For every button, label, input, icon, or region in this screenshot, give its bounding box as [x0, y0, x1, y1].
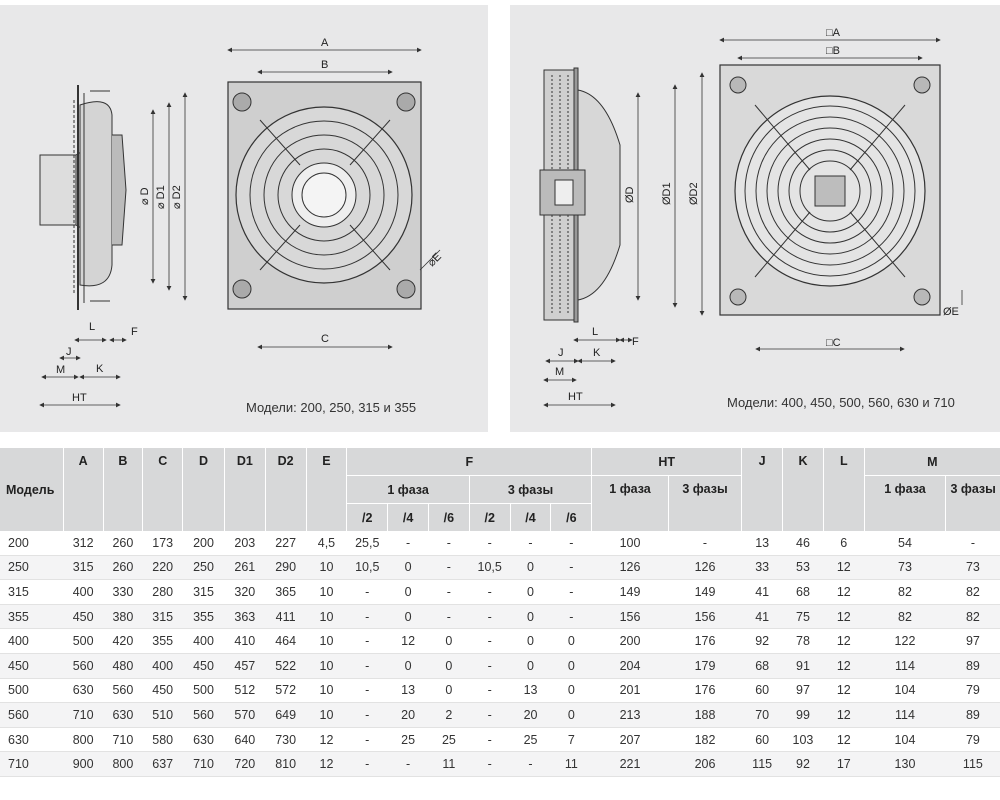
- col-header-F-1ph-2: /2: [347, 504, 388, 532]
- table-cell: 572: [265, 678, 306, 703]
- table-cell: 315: [143, 604, 183, 629]
- table-cell: 0: [428, 629, 469, 654]
- table-cell: 82: [946, 604, 1000, 629]
- table-cell: 41: [742, 580, 783, 605]
- table-cell: 179: [668, 653, 741, 678]
- table-cell: 54: [864, 531, 946, 555]
- table-cell: 10: [306, 703, 347, 728]
- table-cell: 221: [592, 752, 669, 777]
- table-cell: 10,5: [469, 555, 510, 580]
- table-cell: 637: [143, 752, 183, 777]
- front-view: [720, 65, 940, 315]
- table-cell: 126: [592, 555, 669, 580]
- table-cell: 411: [265, 604, 306, 629]
- side-view: [40, 85, 126, 310]
- dim-label-C: C: [321, 333, 329, 345]
- col-header-F-3ph-4: /4: [510, 504, 551, 532]
- table-cell: 420: [103, 629, 143, 654]
- table-cell: 0: [510, 555, 551, 580]
- table-cell: -: [551, 555, 592, 580]
- table-row: [0, 555, 1000, 580]
- table-cell: -: [469, 727, 510, 752]
- table-cell: 114: [864, 653, 946, 678]
- table-cell: 104: [864, 727, 946, 752]
- table-cell: 10: [306, 604, 347, 629]
- table-cell: 260: [103, 555, 143, 580]
- table-cell: -: [469, 703, 510, 728]
- table-row: [0, 653, 1000, 678]
- table-cell: -: [469, 752, 510, 777]
- table-cell: 156: [592, 604, 669, 629]
- table-cell: 560: [63, 653, 103, 678]
- table-cell: 70: [742, 703, 783, 728]
- table-cell: 11: [428, 752, 469, 777]
- cell-model: 630: [0, 727, 63, 752]
- table-cell: 12: [823, 653, 864, 678]
- col-header-F-1ph-6: /6: [428, 504, 469, 532]
- table-cell: -: [347, 604, 388, 629]
- table-cell: 149: [592, 580, 669, 605]
- table-cell: 260: [103, 531, 143, 555]
- dim-label-J: J: [66, 346, 72, 358]
- table-cell: -: [469, 531, 510, 555]
- dim-label-A: A: [321, 37, 329, 49]
- table-cell: 75: [783, 604, 824, 629]
- dim-label-M: M: [555, 366, 565, 378]
- dim-label-L: L: [592, 326, 599, 338]
- table-cell: 99: [783, 703, 824, 728]
- cell-model: 250: [0, 555, 63, 580]
- models-caption-right: Модели: 400, 450, 500, 560, 630 и 710: [727, 395, 955, 410]
- col-header-F-1ph-4: /4: [388, 504, 429, 532]
- table-cell: -: [347, 629, 388, 654]
- table-row: [0, 531, 1000, 555]
- table-cell: 13: [510, 678, 551, 703]
- table-cell: 115: [946, 752, 1000, 777]
- table-cell: 330: [103, 580, 143, 605]
- table-cell: 10: [306, 629, 347, 654]
- table-cell: 10: [306, 653, 347, 678]
- table-cell: 7: [551, 727, 592, 752]
- table-cell: 13: [388, 678, 429, 703]
- table-cell: 450: [143, 678, 183, 703]
- col-header-M: M: [864, 448, 1000, 476]
- table-cell: 0: [428, 653, 469, 678]
- dim-label-A: □A: [826, 27, 840, 39]
- table-cell: 400: [143, 653, 183, 678]
- col-header-D2: D2: [265, 448, 306, 531]
- table-cell: 92: [783, 752, 824, 777]
- col-header-HT-phase3: 3 фазы: [668, 476, 741, 532]
- table-cell: 73: [864, 555, 946, 580]
- fan-dimensions-table: [0, 448, 1000, 777]
- table-cell: 68: [742, 653, 783, 678]
- table-cell: -: [347, 727, 388, 752]
- col-header-M-phase1: 1 фаза: [864, 476, 946, 532]
- table-cell: 201: [592, 678, 669, 703]
- table-cell: 122: [864, 629, 946, 654]
- dim-label-HT: HT: [568, 391, 583, 403]
- table-cell: 0: [388, 555, 429, 580]
- table-cell: 410: [224, 629, 265, 654]
- table-cell: -: [347, 653, 388, 678]
- table-cell: 207: [592, 727, 669, 752]
- table-cell: 810: [265, 752, 306, 777]
- table-cell: 0: [428, 678, 469, 703]
- table-cell: 73: [946, 555, 1000, 580]
- table-cell: 82: [946, 580, 1000, 605]
- dim-label-D1: ØD1: [661, 182, 673, 205]
- table-cell: 900: [63, 752, 103, 777]
- table-cell: 4,5: [306, 531, 347, 555]
- dim-label-D1: ⌀ D1: [155, 185, 167, 209]
- table-cell: 315: [183, 580, 225, 605]
- table-cell: 290: [265, 555, 306, 580]
- table-cell: -: [347, 580, 388, 605]
- table-cell: 41: [742, 604, 783, 629]
- dim-label-B: B: [321, 59, 329, 71]
- table-cell: 17: [823, 752, 864, 777]
- table-cell: -: [469, 653, 510, 678]
- table-cell: 126: [668, 555, 741, 580]
- table-cell: 12: [823, 604, 864, 629]
- table-cell: 0: [510, 580, 551, 605]
- col-header-F-phase1: 1 фаза: [347, 476, 469, 504]
- table-cell: 60: [742, 727, 783, 752]
- dim-label-F: F: [131, 326, 138, 338]
- table-cell: 512: [224, 678, 265, 703]
- dim-label-F: F: [632, 336, 639, 348]
- table-cell: 6: [823, 531, 864, 555]
- table-cell: 510: [143, 703, 183, 728]
- table-cell: 82: [864, 604, 946, 629]
- table-cell: 640: [224, 727, 265, 752]
- table-cell: 68: [783, 580, 824, 605]
- cell-model: 560: [0, 703, 63, 728]
- table-cell: 560: [183, 703, 225, 728]
- table-cell: 78: [783, 629, 824, 654]
- table-cell: 560: [103, 678, 143, 703]
- table-cell: 720: [224, 752, 265, 777]
- drawing-panel-small-models: [0, 5, 488, 432]
- col-header-M-phase3: 3 фазы: [946, 476, 1000, 532]
- table-cell: 250: [183, 555, 225, 580]
- drawing-panel-large-models: [510, 5, 1000, 432]
- dim-label-HT: HT: [72, 392, 87, 404]
- table-cell: 0: [551, 678, 592, 703]
- col-header-A: A: [63, 448, 103, 531]
- table-cell: 97: [783, 678, 824, 703]
- table-row: [0, 727, 1000, 752]
- table-cell: 12: [823, 580, 864, 605]
- table-row: [0, 752, 1000, 777]
- front-view: [228, 82, 421, 309]
- col-header-HT-phase1: 1 фаза: [592, 476, 669, 532]
- table-cell: 100: [592, 531, 669, 555]
- table-cell: 450: [63, 604, 103, 629]
- table-cell: 206: [668, 752, 741, 777]
- table-cell: 400: [183, 629, 225, 654]
- dim-label-J: J: [558, 347, 564, 359]
- cell-model: 200: [0, 531, 63, 555]
- dim-label-D2: ØD2: [688, 182, 700, 205]
- col-header-J: J: [742, 448, 783, 531]
- table-cell: -: [428, 604, 469, 629]
- cell-model: 400: [0, 629, 63, 654]
- table-cell: 0: [551, 703, 592, 728]
- table-cell: 12: [306, 727, 347, 752]
- col-header-D: D: [183, 448, 225, 531]
- col-header-F-3ph-2: /2: [469, 504, 510, 532]
- table-cell: 580: [143, 727, 183, 752]
- table-cell: 630: [183, 727, 225, 752]
- table-cell: 20: [388, 703, 429, 728]
- table-cell: 10: [306, 555, 347, 580]
- table-cell: -: [469, 580, 510, 605]
- table-cell: 97: [946, 629, 1000, 654]
- table-cell: -: [347, 752, 388, 777]
- table-cell: 79: [946, 727, 1000, 752]
- table-row: [0, 629, 1000, 654]
- table-row: [0, 580, 1000, 605]
- col-header-F: F: [347, 448, 592, 476]
- col-header-F-phase3: 3 фазы: [469, 476, 591, 504]
- table-cell: 400: [63, 580, 103, 605]
- col-header-D1: D1: [224, 448, 265, 531]
- col-header-HT: HT: [592, 448, 742, 476]
- models-caption-left: Модели: 200, 250, 315 и 355: [246, 400, 417, 415]
- table-cell: 91: [783, 653, 824, 678]
- table-cell: 89: [946, 703, 1000, 728]
- table-cell: 710: [63, 703, 103, 728]
- cell-model: 500: [0, 678, 63, 703]
- table-cell: 115: [742, 752, 783, 777]
- table-cell: 630: [63, 678, 103, 703]
- table-cell: 261: [224, 555, 265, 580]
- col-header-K: K: [783, 448, 824, 531]
- dim-label-D2: ⌀ D2: [171, 185, 183, 209]
- table-cell: 204: [592, 653, 669, 678]
- table-cell: 46: [783, 531, 824, 555]
- table-cell: 103: [783, 727, 824, 752]
- table-cell: 363: [224, 604, 265, 629]
- table-cell: 500: [63, 629, 103, 654]
- table-cell: 380: [103, 604, 143, 629]
- table-cell: -: [946, 531, 1000, 555]
- table-cell: -: [510, 752, 551, 777]
- table-cell: 82: [864, 580, 946, 605]
- table-cell: -: [510, 531, 551, 555]
- table-cell: 33: [742, 555, 783, 580]
- cell-model: 315: [0, 580, 63, 605]
- table-cell: 10,5: [347, 555, 388, 580]
- col-header-L: L: [823, 448, 864, 531]
- table-cell: 710: [183, 752, 225, 777]
- table-cell: 79: [946, 678, 1000, 703]
- table-cell: 156: [668, 604, 741, 629]
- table-cell: -: [551, 604, 592, 629]
- table-cell: 800: [63, 727, 103, 752]
- table-cell: 355: [143, 629, 183, 654]
- table-cell: 12: [823, 629, 864, 654]
- table-cell: 227: [265, 531, 306, 555]
- table-cell: 464: [265, 629, 306, 654]
- table-cell: 312: [63, 531, 103, 555]
- table-cell: 522: [265, 653, 306, 678]
- dim-label-B: □B: [826, 45, 840, 57]
- col-header-C: C: [143, 448, 183, 531]
- table-cell: 114: [864, 703, 946, 728]
- table-cell: 0: [510, 653, 551, 678]
- table-cell: 457: [224, 653, 265, 678]
- table-cell: -: [469, 604, 510, 629]
- table-cell: 280: [143, 580, 183, 605]
- table-cell: 730: [265, 727, 306, 752]
- table-cell: 60: [742, 678, 783, 703]
- table-cell: 176: [668, 678, 741, 703]
- table-cell: 570: [224, 703, 265, 728]
- table-cell: 53: [783, 555, 824, 580]
- dim-label-K: K: [96, 363, 104, 375]
- table-cell: 200: [183, 531, 225, 555]
- table-cell: 188: [668, 703, 741, 728]
- table-cell: -: [469, 678, 510, 703]
- table-cell: 12: [823, 727, 864, 752]
- table-cell: 0: [551, 629, 592, 654]
- dim-label-E: ⌀E: [425, 250, 444, 270]
- col-header-F-3ph-6: /6: [551, 504, 592, 532]
- table-cell: 25: [388, 727, 429, 752]
- table-cell: 12: [823, 555, 864, 580]
- dim-label-D: ØD: [624, 186, 636, 203]
- table-cell: -: [428, 580, 469, 605]
- table-cell: 0: [388, 580, 429, 605]
- table-cell: 25,5: [347, 531, 388, 555]
- table-cell: 12: [388, 629, 429, 654]
- table-cell: 149: [668, 580, 741, 605]
- table-cell: -: [388, 531, 429, 555]
- dim-label-C: □C: [826, 337, 841, 349]
- table-cell: 12: [823, 678, 864, 703]
- col-header-B: B: [103, 448, 143, 531]
- table-cell: 10: [306, 678, 347, 703]
- table-cell: 2: [428, 703, 469, 728]
- cell-model: 355: [0, 604, 63, 629]
- col-header-E: E: [306, 448, 347, 531]
- table-cell: 800: [103, 752, 143, 777]
- table-cell: 203: [224, 531, 265, 555]
- table-cell: 630: [103, 703, 143, 728]
- table-cell: 12: [823, 703, 864, 728]
- table-cell: 355: [183, 604, 225, 629]
- table-cell: 220: [143, 555, 183, 580]
- table-cell: 450: [183, 653, 225, 678]
- table-cell: 649: [265, 703, 306, 728]
- table-cell: 104: [864, 678, 946, 703]
- table-row: [0, 703, 1000, 728]
- dim-label-M: M: [56, 364, 66, 376]
- table-row: [0, 604, 1000, 629]
- table-cell: 11: [551, 752, 592, 777]
- table-cell: 480: [103, 653, 143, 678]
- table-cell: -: [428, 555, 469, 580]
- table-cell: -: [551, 580, 592, 605]
- table-cell: 182: [668, 727, 741, 752]
- table-cell: -: [347, 678, 388, 703]
- table-cell: 320: [224, 580, 265, 605]
- table-cell: -: [428, 531, 469, 555]
- col-header-model: Модель: [0, 448, 63, 531]
- table-cell: 173: [143, 531, 183, 555]
- table-cell: 176: [668, 629, 741, 654]
- fan-drawing-small: [0, 5, 488, 432]
- dim-label-K: K: [593, 347, 601, 359]
- dim-label-D: ⌀ D: [139, 187, 151, 205]
- table-cell: 130: [864, 752, 946, 777]
- table-cell: 0: [388, 604, 429, 629]
- table-cell: 365: [265, 580, 306, 605]
- table-cell: 0: [551, 653, 592, 678]
- table-cell: 25: [510, 727, 551, 752]
- table-cell: 0: [388, 653, 429, 678]
- table-cell: 213: [592, 703, 669, 728]
- table-cell: -: [388, 752, 429, 777]
- table-cell: 0: [510, 604, 551, 629]
- table-cell: 13: [742, 531, 783, 555]
- table-cell: 25: [428, 727, 469, 752]
- table-cell: -: [551, 531, 592, 555]
- fan-drawing-large: [510, 5, 1000, 432]
- table-cell: 10: [306, 580, 347, 605]
- side-view: [540, 68, 620, 322]
- table-cell: 500: [183, 678, 225, 703]
- table-cell: -: [347, 703, 388, 728]
- dim-label-E: ØE: [943, 306, 959, 318]
- table-row: [0, 678, 1000, 703]
- table-cell: 12: [306, 752, 347, 777]
- table-cell: -: [668, 531, 741, 555]
- table-cell: 710: [103, 727, 143, 752]
- table-cell: 20: [510, 703, 551, 728]
- dim-label-L: L: [89, 321, 96, 333]
- table-cell: 315: [63, 555, 103, 580]
- table-cell: -: [469, 629, 510, 654]
- table-cell: 92: [742, 629, 783, 654]
- cell-model: 450: [0, 653, 63, 678]
- table-body: [0, 531, 1000, 776]
- table-cell: 200: [592, 629, 669, 654]
- table-cell: 0: [510, 629, 551, 654]
- table-cell: 89: [946, 653, 1000, 678]
- cell-model: 710: [0, 752, 63, 777]
